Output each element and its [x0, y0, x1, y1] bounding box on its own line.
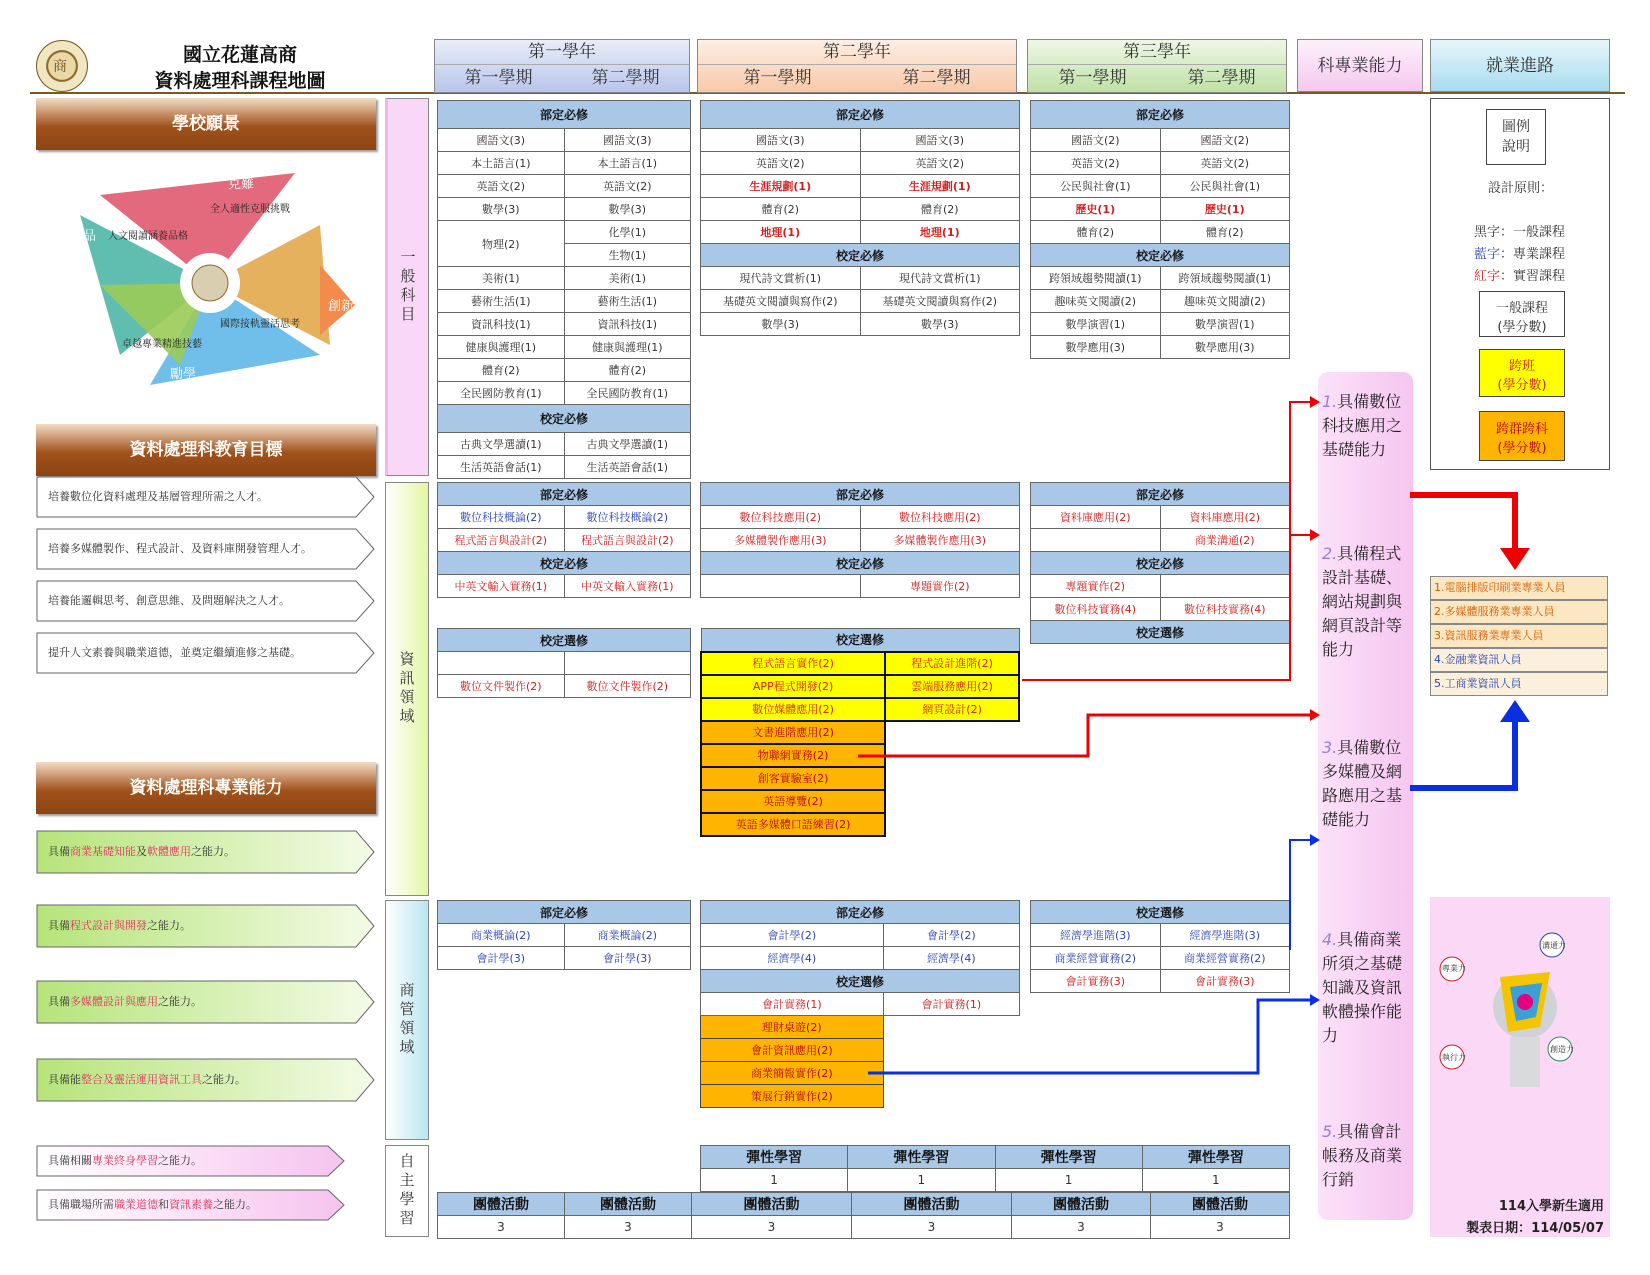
- skills-illustration-icon: [1430, 917, 1610, 1097]
- ability-item: 具備多媒體設計與應用之能力。: [36, 980, 376, 1024]
- bubble-a: 專業力: [1442, 964, 1466, 973]
- school-seal-icon: 商: [36, 40, 88, 92]
- year2-header: 第二學年 第一學期 第二學期: [697, 39, 1017, 93]
- career-item: 4.金融業資訊人員: [1430, 648, 1608, 672]
- it-y2-elective-table: 校定選修 程式語言實作(2) 程式設計進階(2) APP程式開發(2) 雲端服務應用(2) 數位媒體應用(2) 網頁設計(2) 文書進階應用(2) 物聯網實務(2) 創客實驗室(2) 英語導覽(2) 英語多媒體口語練習(2): [700, 628, 1020, 837]
- it-y1-table: 部定必修 數位科技概論(2) 數位科技概論(2) 程式語言與設計(2) 程式語言與設計(2) 校定必修 中英文輸入實務(1) 中英文輸入實務(1): [437, 482, 691, 598]
- professional-ability: 3.具備數位多媒體及網路應用之基礎能力: [1322, 738, 1403, 829]
- legend-cross-class: 跨班 (學分數): [1479, 349, 1565, 397]
- bubble-b: 溝通力: [1542, 941, 1566, 950]
- it-y2-table: 部定必修 數位科技應用(2) 數位科技應用(2) 多媒體製作應用(3) 多媒體製作應用(3) 校定必修 專題實作(2): [700, 482, 1020, 598]
- vision-c3: 國際接軌靈活思考: [220, 319, 300, 330]
- self-flex-table: 彈性學習 彈性學習 彈性學習 彈性學習 1 1 1 1: [700, 1145, 1290, 1192]
- general-y2-table: 部定必修 國語文(3) 國語文(3) 英語文(2) 英語文(2) 生涯規劃(1) 生涯規劃(1) 體育(2) 體育(2) 地理(1) 地理(1) 校定必修 現代詩文賞析(1) 現代詩文賞析(1) 基礎英文閱讀與寫作(2) 基礎英文閱讀與寫作(2) 數學(3) 數學(3): [700, 100, 1020, 336]
- ability-col-header: 科專業能力: [1297, 39, 1423, 92]
- legend-red: 紅字：實習課程: [1474, 269, 1566, 284]
- it-y3-table: 部定必修 資料庫應用(2) 資料庫應用(2) 商業溝通(2) 校定必修 專題實作(2) 數位科技實務(4) 數位科技實務(4) 校定選修: [1030, 482, 1290, 644]
- vision-c1: 全人適性克服挑戰: [210, 204, 290, 215]
- page-title: 國立花蓮高商 資料處理科課程地圖: [154, 44, 326, 92]
- domain-general: 一般科目: [385, 98, 429, 476]
- professional-ability: 2.具備程式設計基礎、網站規劃與網頁設計等能力: [1322, 544, 1403, 659]
- bubble-d: 執行力: [1442, 1053, 1466, 1062]
- career-item: 2.多媒體服務業專業人員: [1430, 600, 1608, 624]
- legend-blue: 藍字：專業課程: [1474, 247, 1566, 262]
- professional-ability: 4.具備商業所須之基礎知識及資訊軟體操作能力: [1322, 930, 1403, 1045]
- self-group-table: 團體活動 團體活動 團體活動 團體活動 團體活動 團體活動 3 3 3 3 3 3: [437, 1192, 1290, 1239]
- domain-it: 資訊領域: [385, 482, 429, 896]
- table-date: 製表日期：114/05/07: [1466, 1221, 1604, 1236]
- legend-title: 圖例 說明: [1486, 109, 1546, 165]
- legend-black: 黑字：一般課程: [1474, 225, 1566, 240]
- year3-header: 第三學年 第一學期 第二學期: [1027, 39, 1287, 93]
- legend-principle: 設計原則：: [1488, 181, 1554, 196]
- vision-label-right: 創新: [328, 299, 355, 314]
- goal-item: 培養能邏輯思考、創意思維、及問題解決之人才。: [36, 580, 376, 622]
- ability-item: 具備程式設計與開發之能力。: [36, 904, 376, 948]
- legend-cross-group: 跨群跨科 (學分數): [1479, 411, 1565, 461]
- year1-header: 第一學年 第一學期 第二學期: [434, 39, 690, 93]
- goal-item: 培養數位化資料處理及基層管理所需之人才。: [36, 476, 376, 518]
- legend-general: 一般課程 (學分數): [1479, 291, 1565, 337]
- ability-item: 具備職場所需職業道德和資訊素養之能力。: [36, 1189, 346, 1221]
- vision-banner: 學校願景: [36, 98, 376, 150]
- domain-self: 自主學習: [385, 1145, 429, 1237]
- career-illustration-box: [1430, 897, 1610, 1237]
- career-item: 5.工商業資訊人員: [1430, 672, 1608, 696]
- legend-box: [1430, 98, 1610, 470]
- vision-label-left: 敦品: [70, 229, 97, 244]
- ability-item: 具備相關專業終身學習之能力。: [36, 1145, 346, 1177]
- biz-y2-table: 部定必修 會計學(2) 會計學(2) 經濟學(4) 經濟學(4) 校定選修 會計實務(1) 會計實務(1) 理財桌遊(2) 會計資訊應用(2) 商業簡報實作(2) 策展行銷實作(2): [700, 900, 1020, 1108]
- goals-banner: 資料處理科教育目標: [36, 424, 376, 476]
- vision-c2: 人文閱讀涵養品格: [108, 231, 188, 242]
- general-y3-table: 部定必修 國語文(2) 國語文(2) 英語文(2) 英語文(2) 公民與社會(1) 公民與社會(1) 歷史(1) 歷史(1) 體育(2) 體育(2) 校定必修 跨領域趨勢閱讀(1) 跨領域趨勢閱讀(1) 趣味英文閱讀(2) 趣味英文閱讀(2) 數學演習(1) 數學演習(1) 數學應用(3) 數學應用(3): [1030, 100, 1290, 359]
- career-item: 3.資訊服務業專業人員: [1430, 624, 1608, 648]
- ability-item: 具備商業基礎知能及軟體應用之能力。: [36, 830, 376, 874]
- vision-label-bottom: 勵學: [170, 367, 197, 382]
- goal-item: 提升人文素養與職業道德，並奠定繼續進修之基礎。: [36, 632, 376, 674]
- vision-label-top: 克難: [228, 177, 255, 192]
- professional-ability: 5.具備會計帳務及商業行銷: [1322, 1122, 1403, 1189]
- vision-c4: 卓越專業精進技藝: [122, 339, 202, 350]
- domain-biz: 商管領域: [385, 900, 429, 1140]
- applies-note: 114入學新生適用: [1498, 1199, 1604, 1214]
- it-y1-elective-table: 校定選修 數位文件製作(2) 數位文件製作(2): [437, 628, 691, 698]
- goal-item: 培養多媒體製作、程式設計、及資料庫開發管理人才。: [36, 528, 376, 570]
- abilities-banner: 資料處理科專業能力: [36, 762, 376, 814]
- career-col-header: 就業進路: [1430, 39, 1610, 92]
- biz-y3-table: 校定選修 經濟學進階(3) 經濟學進階(3) 商業經營實務(2) 商業經營實務(2) 會計實務(3) 會計實務(3): [1030, 900, 1290, 993]
- professional-ability: 1.具備數位科技應用之基礎能力: [1322, 392, 1403, 459]
- biz-y1-table: 部定必修 商業概論(2) 商業概論(2) 會計學(3) 會計學(3): [437, 900, 691, 970]
- ability-item: 具備能整合及靈活運用資訊工具之能力。: [36, 1058, 376, 1102]
- general-y1-table: 部定必修 國語文(3) 國語文(3) 本土語言(1) 本土語言(1) 英語文(2) 英語文(2) 數學(3) 數學(3) 物理(2) 化學(1) 生物(1) 美術(1) 美術(1) 藝術生活(1) 藝術生活(1) 資訊科技(1) 資訊科技(1) 健康與護理(1) 健康與護理(1) 體育(2) 體育(2) 全民國防教育(1) 全民國防教育(1) 校定必修 古典文學選讀(1) 古典文學選讀(1) 生活英語會話(1) 生活英語會話(1): [437, 100, 691, 479]
- career-item: 1.電腦排版印刷業專業人員: [1430, 576, 1608, 600]
- bubble-c: 創造力: [1550, 1045, 1574, 1054]
